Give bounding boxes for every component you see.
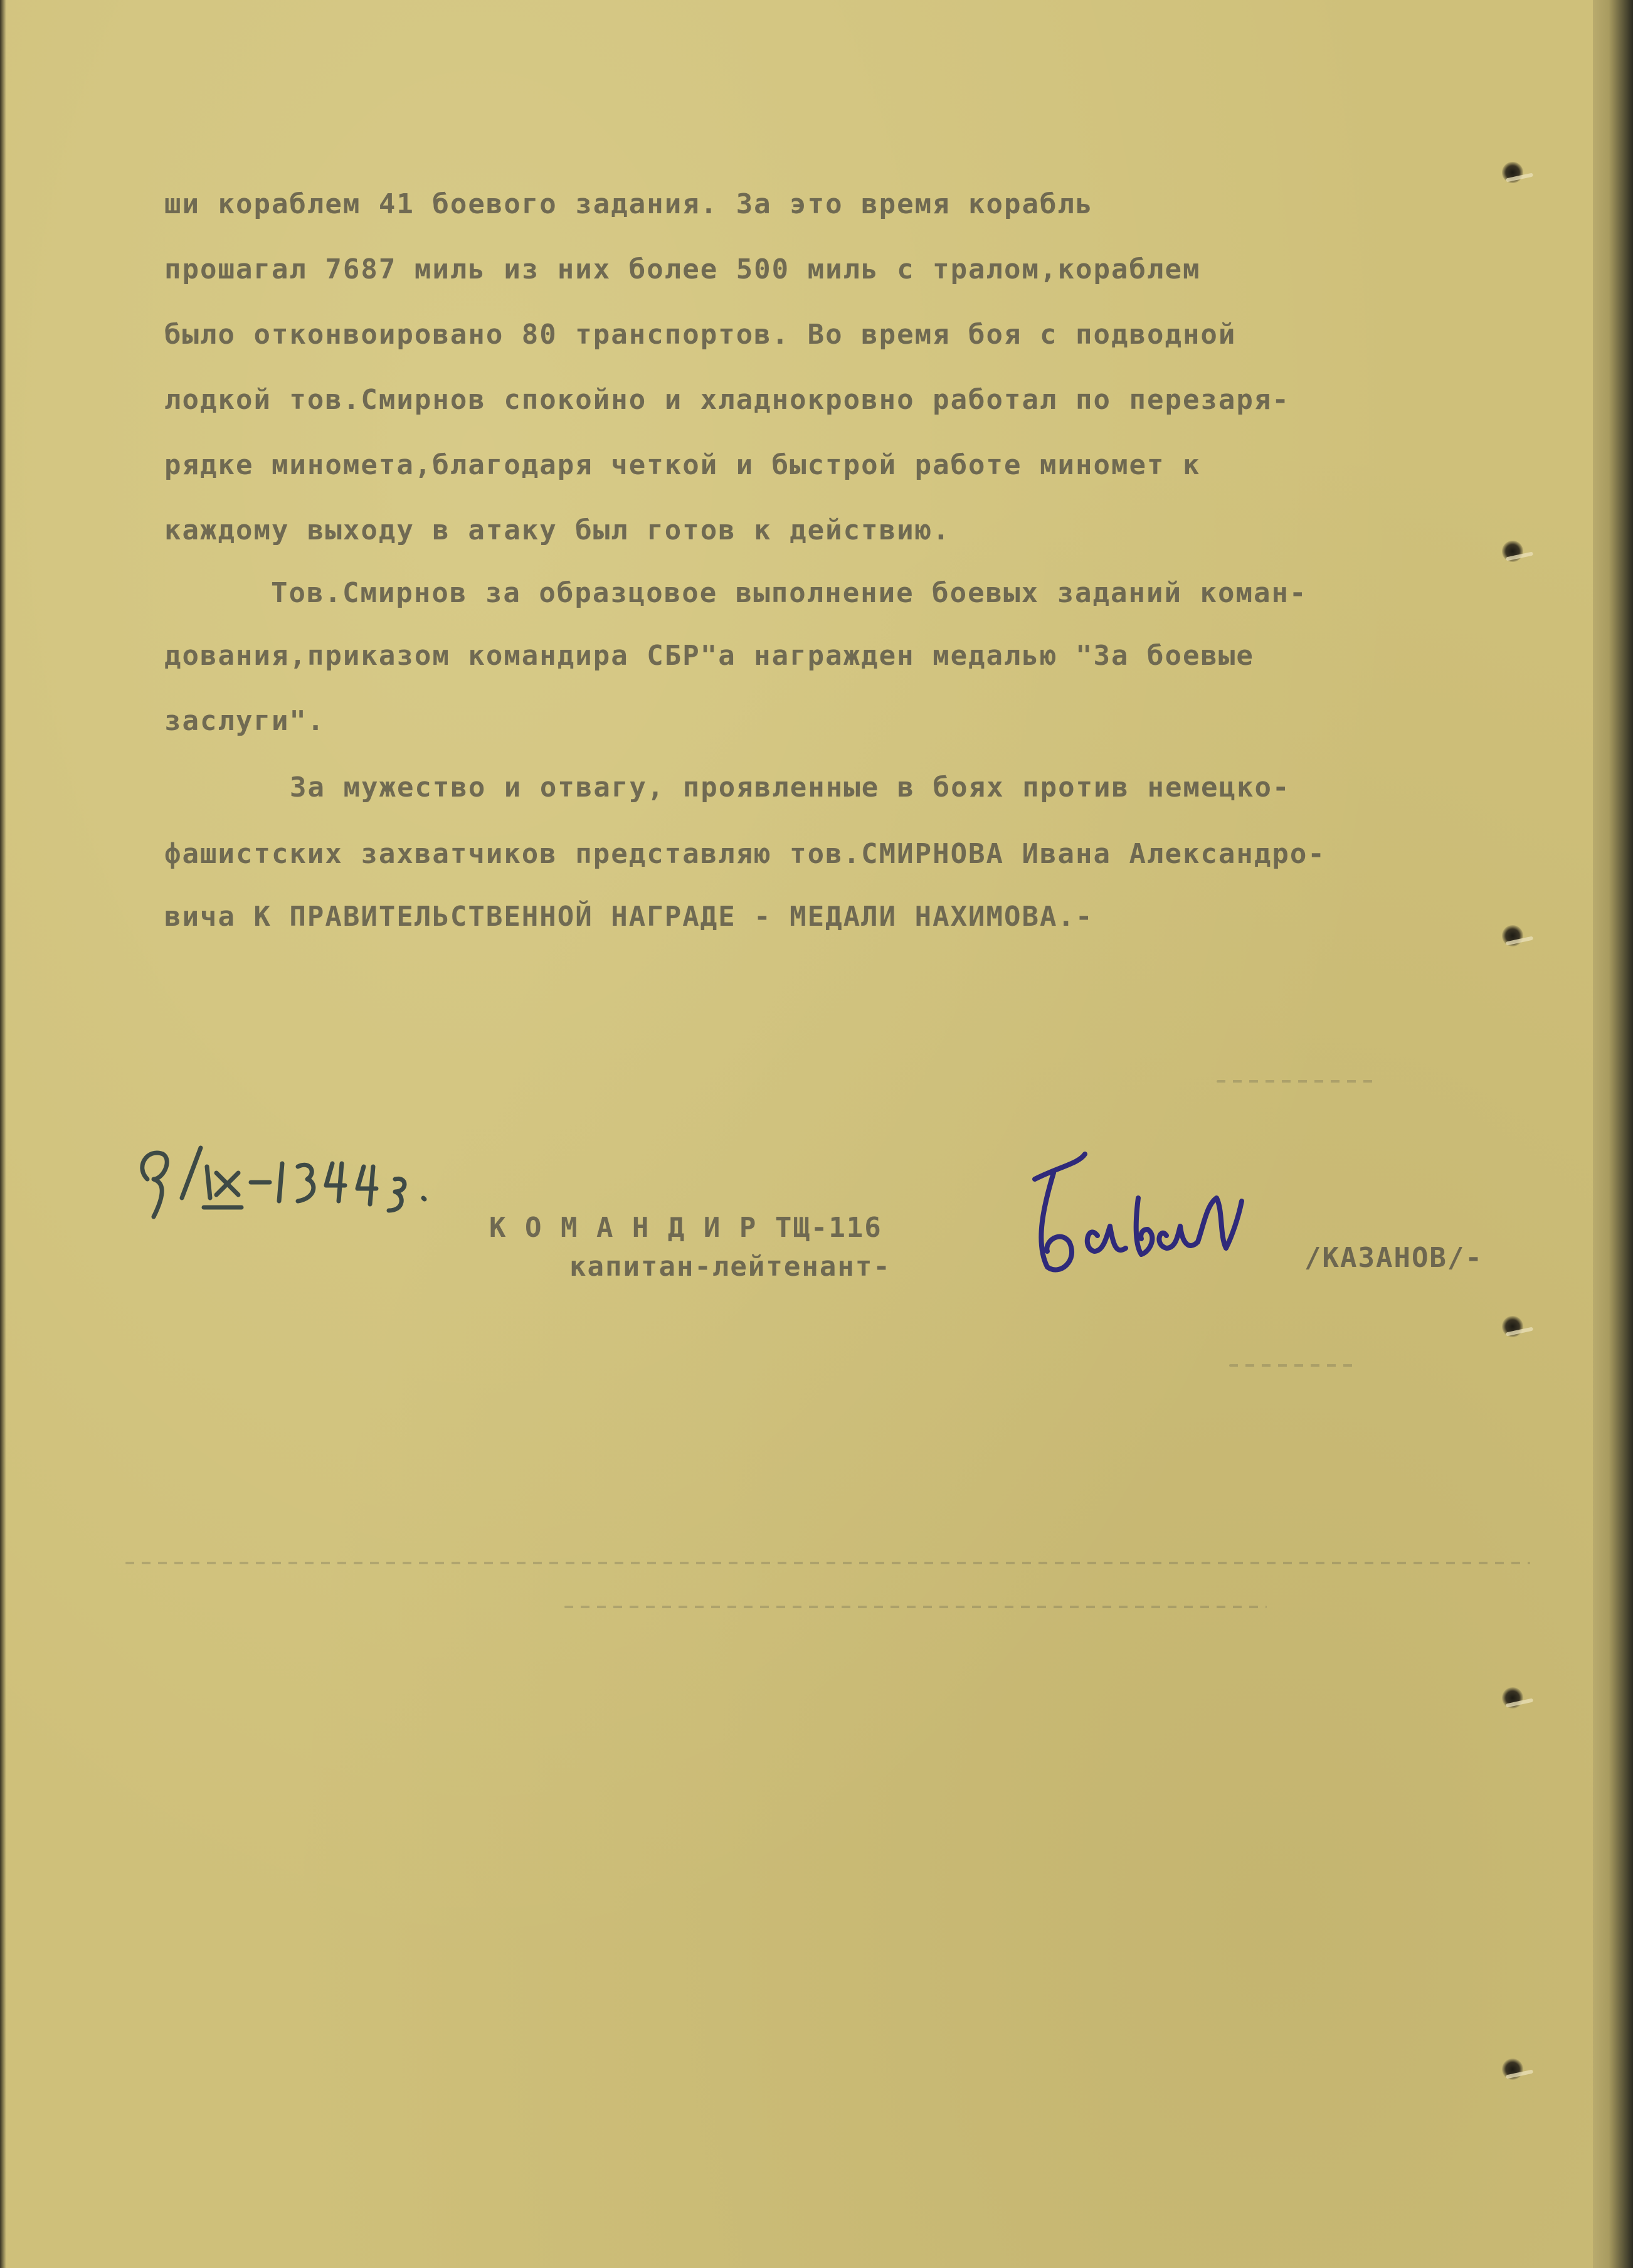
handwritten-date: [129, 1129, 455, 1232]
bleed-through-mark: [564, 1606, 1267, 1608]
body-line-3: было отконвоировано 80 транспортов. Во время боя с подводной: [164, 319, 1237, 351]
body-line-9: заслуги".: [164, 705, 325, 737]
punch-hole: [1502, 541, 1523, 562]
scan-border: [1593, 0, 1633, 2268]
punch-hole: [1502, 1687, 1523, 1709]
signature: [1010, 1142, 1248, 1301]
bleed-through-mark: [125, 1562, 1530, 1564]
punch-hole: [1502, 925, 1523, 946]
body-line-4: лодкой тов.Смирнов спокойно и хладнокровно работал по перезаря-: [164, 384, 1290, 416]
punch-hole: [1502, 162, 1523, 183]
signature-rank: капитан-лейтенант-: [569, 1251, 891, 1283]
bleed-through-mark: [1229, 1364, 1355, 1367]
punch-hole: [1502, 1316, 1523, 1337]
body-line-2: прошагал 7687 миль из них более 500 миль с тралом,кораблем: [164, 253, 1201, 285]
signature-name: /КАЗАНОВ/-: [1304, 1242, 1483, 1274]
body-line-7: Тов.Смирнов за образцовое выполнение боевых заданий коман-: [271, 577, 1308, 609]
body-line-6: каждому выходу в атаку был готов к действию.: [164, 514, 951, 546]
bleed-through-mark: [1217, 1080, 1380, 1083]
body-line-5: рядке миномета,благодаря четкой и быстрой работе миномет к: [164, 449, 1201, 481]
page-left-edge: [0, 0, 6, 2268]
body-line-12: вича К ПРАВИТЕЛЬСТВЕННОЙ НАГРАДЕ - МЕДАЛИ НАХИМОВА.-: [164, 901, 1094, 933]
signature-svg: [1010, 1142, 1248, 1298]
body-line-8: дования,приказом командира СБР"а награжден медалью "За боевые: [164, 640, 1254, 672]
body-line-10: За мужество и отвагу, проявленные в боях против немецко-: [290, 771, 1291, 803]
body-line-11: фашистских захватчиков представляю тов.СМИРНОВА Ивана Александро-: [164, 838, 1326, 870]
punch-hole: [1502, 2059, 1523, 2080]
handwritten-date-svg: [129, 1129, 455, 1229]
signature-title: К О М А Н Д И Р ТЩ-116: [489, 1212, 882, 1244]
body-line-1: ши кораблем 41 боевого задания. За это время корабль: [164, 188, 1094, 220]
